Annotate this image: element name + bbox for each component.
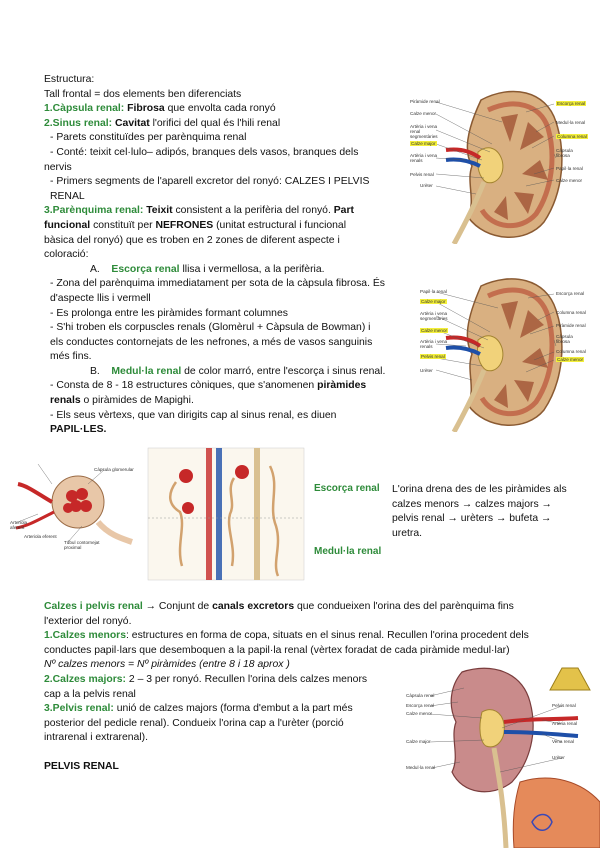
label-corpuscle-1: Càpsula glomerular [94, 467, 134, 472]
label-bottom-left-2: Escorça renal [406, 703, 435, 708]
label-top-left-4: Calze major [411, 141, 436, 146]
label-top-right-6: Calze menor [556, 178, 583, 183]
nephron-illustration [146, 446, 306, 582]
label-mid-left-5: Artèria i vena renals [420, 339, 448, 349]
pelvis-renal-cont-2: intrarenal i extrarenal). [44, 732, 148, 744]
calzes-intro: Calzes i pelvis renal → Conjunt de canals excretors que condueixen l'orina des del parènquima fins [44, 601, 514, 612]
label-mid-left-4: Calze menor [421, 328, 448, 333]
urine-flow-line-4: uretra. [392, 527, 423, 539]
pelvis-renal: 3.Pelvis renal: unió de calzes majors (forma d'embut a la part més [44, 703, 353, 715]
label-top-left-7: Urèter [420, 183, 433, 188]
parenquima-line: 3.Parènquima renal: Teixit consistent a la perifèria del ronyó. Part [44, 205, 354, 217]
sinus-line: 2.Sinus renal: Cavitat l'orifici del qual és l'hili renal [44, 117, 281, 129]
label-bottom-right-1: Pelvis renal [552, 703, 576, 708]
label-mid-right-4: Càpsula fibrosa [556, 334, 573, 344]
calzes-majors: 2.Calzes majors: 2 – 3 per ronyó. Recullen l'orina dels calzes menors [44, 673, 368, 685]
label-mid-right-5: Columna renal [556, 349, 586, 354]
escorca-bullet-3: - S'hi troben els corpuscles renals (Glomèrul + Càpsula de Bowman) i [50, 322, 371, 334]
label-bottom-left-3: Calze menor [406, 711, 433, 716]
sinus-bullet-1: - Parets constituïdes per parènquima renal [50, 132, 247, 144]
medulla-bullet-2: - Els seus vèrtexs, que van dirigits cap al sinus renal, es diuen [50, 409, 337, 421]
parenquima-line-3: bàsica del ronyó) que es troben en 2 zones de diferent aspecte i [44, 234, 340, 246]
escorca-bullet-2: - Es prolonga entre les piràmides formant columnes [50, 307, 288, 319]
pelvis-diagram [402, 662, 600, 848]
label-top-left-1: Piràmide renal [410, 99, 440, 104]
urine-flow-line-1: L'orina drena des de les piràmides als [392, 484, 567, 495]
sinus-bullet-3-cont: RENAL [50, 190, 85, 202]
medulla-bullet-1: - Consta de 8 - 18 estructures còniques, que s'anomenen piràmides [50, 380, 367, 392]
pelvis-renal-heading: PELVIS RENAL [44, 760, 119, 772]
medulla-bullet-2-cont: PAPIL·LES. [50, 424, 107, 436]
label-corpuscle-3: Arteriola eferent [24, 534, 57, 539]
label-mid-left-3: Artèria i vena segmentàries [420, 311, 448, 321]
kidney-diagram-mid [406, 272, 600, 432]
kidney-illustration [406, 82, 600, 244]
calzes-menors: 1.Calzes menors: estructures en forma de copa, situats en el sinus renal. Recullen l'orina procedent dels [44, 630, 529, 642]
urine-flow-line-3: pelvis renal → urèters → bufeta → [392, 513, 552, 525]
label-mid-left-1: Papil·la renal [420, 289, 447, 294]
capsula-line: 1.Càpsula renal: Fibrosa que envolta cada ronyó [44, 103, 276, 115]
sinus-bullet-2-cont: nervis [44, 161, 72, 173]
label-bottom-left-4: Calze major [406, 739, 431, 744]
medulla-bullet-1-cont: renals o piràmides de Mapighi. [50, 395, 194, 407]
sinus-bullet-2: - Conté: teixit cel·lulo– adipós, branques dels vasos, branques dels [50, 146, 359, 158]
sinus-bullet-3: - Primers segments de l'aparell excretor del ronyó: CALZES I PELVIS [50, 176, 370, 188]
structure-heading: Estructura: [44, 74, 95, 85]
label-top-right-5: Papil·la renal [556, 166, 583, 171]
label-top-right-4: Càpsula fibrosa [556, 148, 573, 158]
label-mid-right-2: Columna renal [556, 310, 586, 315]
escorca-line: A. Escorça renal llisa i vermellosa, a la perifèria. [90, 263, 325, 275]
label-corpuscle-4: Túbul contornejat proximal [64, 540, 100, 550]
label-top-right-1: Escorça renal [557, 101, 586, 106]
escorca-bullet-1: - Zona del parènquima immediatament per sota de la càpsula fibrosa. És [50, 278, 385, 290]
parenquima-line-4: coloració: [44, 249, 89, 261]
label-bottom-right-3: Vena renal [552, 739, 574, 744]
medulla-line: B. Medul·la renal de color marró, entre l'escorça i sinus renal. [90, 365, 386, 377]
label-mid-left-7: Urèter [420, 368, 433, 373]
urine-flow-line-2: calzes menors → calzes majors → [392, 498, 552, 510]
label-top-left-5: Artèria i vena renals [410, 153, 438, 163]
label-mid-left-6: Pelvis renal [421, 354, 445, 359]
label-top-right-2: Medul·la renal [556, 120, 586, 125]
label-mid-right-3: Piràmide renal [556, 323, 586, 328]
pelvis-renal-cont: posterior del pedicle renal). Condueix l'orina cap a l'urèter (porció [44, 717, 344, 729]
label-top-left-6: Pelvis renal [410, 172, 434, 177]
label-bottom-left-1: Càpsula renal [406, 693, 435, 698]
label-bottom-right-4: Urèter [552, 755, 565, 760]
parenquima-line-2: funcional constituït per NEFRONES (unitat estructural i funcional [44, 219, 347, 231]
calzes-intro-cont: l'exterior del ronyó. [44, 615, 132, 627]
escorca-bullet-3-cont: els conductes contornejats de les nefrones, a més de vasos sanguinis [50, 336, 373, 348]
medulla-label: Medul·la renal [314, 546, 382, 557]
escorca-label: Escorça renal [314, 483, 380, 494]
label-top-left-2: Calze menor [410, 111, 437, 116]
calzes-menors-cont: conductes papil·lars que desemboquen a la papil·la renal (vèrtex foradat de cada piràmide medul·lar) [44, 644, 510, 656]
urine-flow-text [392, 483, 592, 541]
escorca-bullet-1-cont: d'aspecte llis i vermell [50, 292, 151, 304]
label-top-right-3: Columna renal [557, 134, 587, 139]
structure-intro: Tall frontal = dos elements ben diferenciats [44, 88, 242, 100]
nephron-corpuscle-figure [8, 454, 138, 550]
escorca-bullet-3-cont2: més fins. [50, 351, 92, 363]
kidney-diagram-top [406, 82, 600, 244]
calzes-menors-count: Nº calzes menors = Nº piràmides (entre 8 i 18 aprox ) [44, 659, 290, 671]
label-corpuscle-2: Arteriola aferent [10, 520, 28, 530]
label-bottom-left-5: Medul·la renal [406, 765, 436, 770]
calzes-majors-cont: cap a la pelvis renal [44, 688, 136, 700]
label-mid-right-6: Calze menor [557, 357, 584, 362]
label-mid-left-2: Calze major [421, 299, 446, 304]
section-structure [44, 73, 424, 438]
label-bottom-right-2: Artèria renal [552, 721, 578, 726]
label-mid-right-1: Escorça renal [556, 291, 585, 296]
nephron-diagram [146, 446, 306, 582]
label-top-left-3: Artèria i vena renal segmentàries [410, 124, 438, 139]
pelvis-illustration [402, 662, 600, 848]
